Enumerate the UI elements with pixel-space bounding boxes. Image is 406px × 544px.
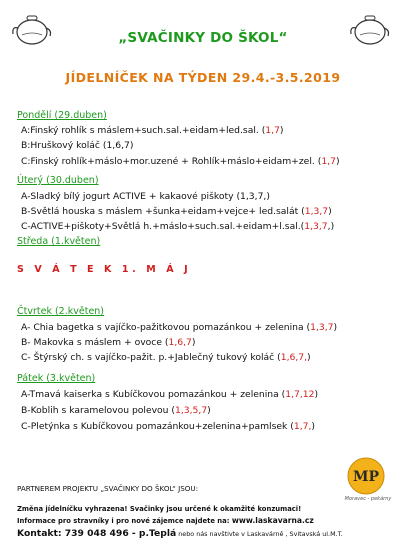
menu-item: B-Světlá houska s máslem +šunka+eidam+vejce+ led.salát (1,3,7) — [21, 206, 332, 217]
footer-notice: Změna jídelníčku vyhrazena! Svačinky jsou určené k okamžité konzumaci! — [17, 505, 302, 513]
day-friday: Pátek (3.květen) — [17, 373, 96, 384]
moravec-logo — [346, 456, 386, 496]
menu-item: B- Makovka s máslem + ovoce (1,6,7) — [21, 337, 196, 348]
menu-item: C- Štýrský ch. s vajíčko-pažit. p.+Jablečný tukový koláč (1,6,7,) — [21, 352, 311, 363]
partner-heading: PARTNEREM PROJEKTU „SVAČINKY DO ŠKOL“ JSOU: — [17, 484, 199, 493]
svg-text:MP: MP — [352, 469, 380, 485]
page-title: „SVAČINKY DO ŠKOL“ — [118, 30, 288, 46]
website-link[interactable]: www.laskavarna.cz — [231, 516, 314, 525]
menu-item: C:Finský rohlík+máslo+mor.uzené + Rohlík+máslo+eidam+zel. (1,7) — [21, 156, 340, 167]
footer-contact: Kontakt: 739 048 496 - p.Teplá nebo nás navštivte v Laskavárně , Svitavská ul.M.T. — [17, 528, 343, 539]
menu-item: B-Koblih s karamelovou polevou (1,3,5,7) — [21, 405, 211, 416]
menu-item: A-Tmavá kaiserka s Kubíčkovou pomazánkou + zelenina (1,7,12) — [21, 389, 319, 400]
menu-item: A-Sladký bílý jogurt ACTIVE + kakaové piškoty (1,3,7,) — [21, 191, 270, 202]
menu-item: A:Finský rohlík s máslem+such.sal.+eidam+led.sal. (1,7) — [21, 125, 284, 136]
moravec-caption: Moravec - pekárny — [344, 496, 392, 502]
menu-item: B:Hruškový koláč (1,6,7) — [21, 140, 134, 151]
menu-item: A- Chia bagetka s vajíčko-pažitkovou pomazánkou + zelenina (1,3,7) — [21, 322, 338, 333]
week-subtitle: JÍDELNÍČEK NA TÝDEN 29.4.-3.5.2019 — [65, 70, 341, 85]
day-monday: Pondělí (29.duben) — [17, 110, 107, 121]
day-tuesday: Úterý (30.duben) — [17, 175, 99, 186]
day-wednesday: Středa (1.květen) — [17, 236, 101, 247]
day-thursday: Čtvrtek (2.květen) — [17, 306, 105, 317]
holiday-notice: S V Á T E K 1. M Á J — [17, 264, 192, 275]
footer-info: Informace pro stravníky i pro nové zájemce najdete na: www.laskavarna.cz — [17, 516, 314, 525]
menu-item: C-Pletýnka s Kubíčkovou pomazánkou+zelenina+pamlsek (1,7,) — [21, 421, 316, 432]
menu-item: C-ACTIVE+piškoty+Světlá h.+máslo+such.sal.+eidam+l.sal.(1,3,7,) — [21, 221, 335, 232]
